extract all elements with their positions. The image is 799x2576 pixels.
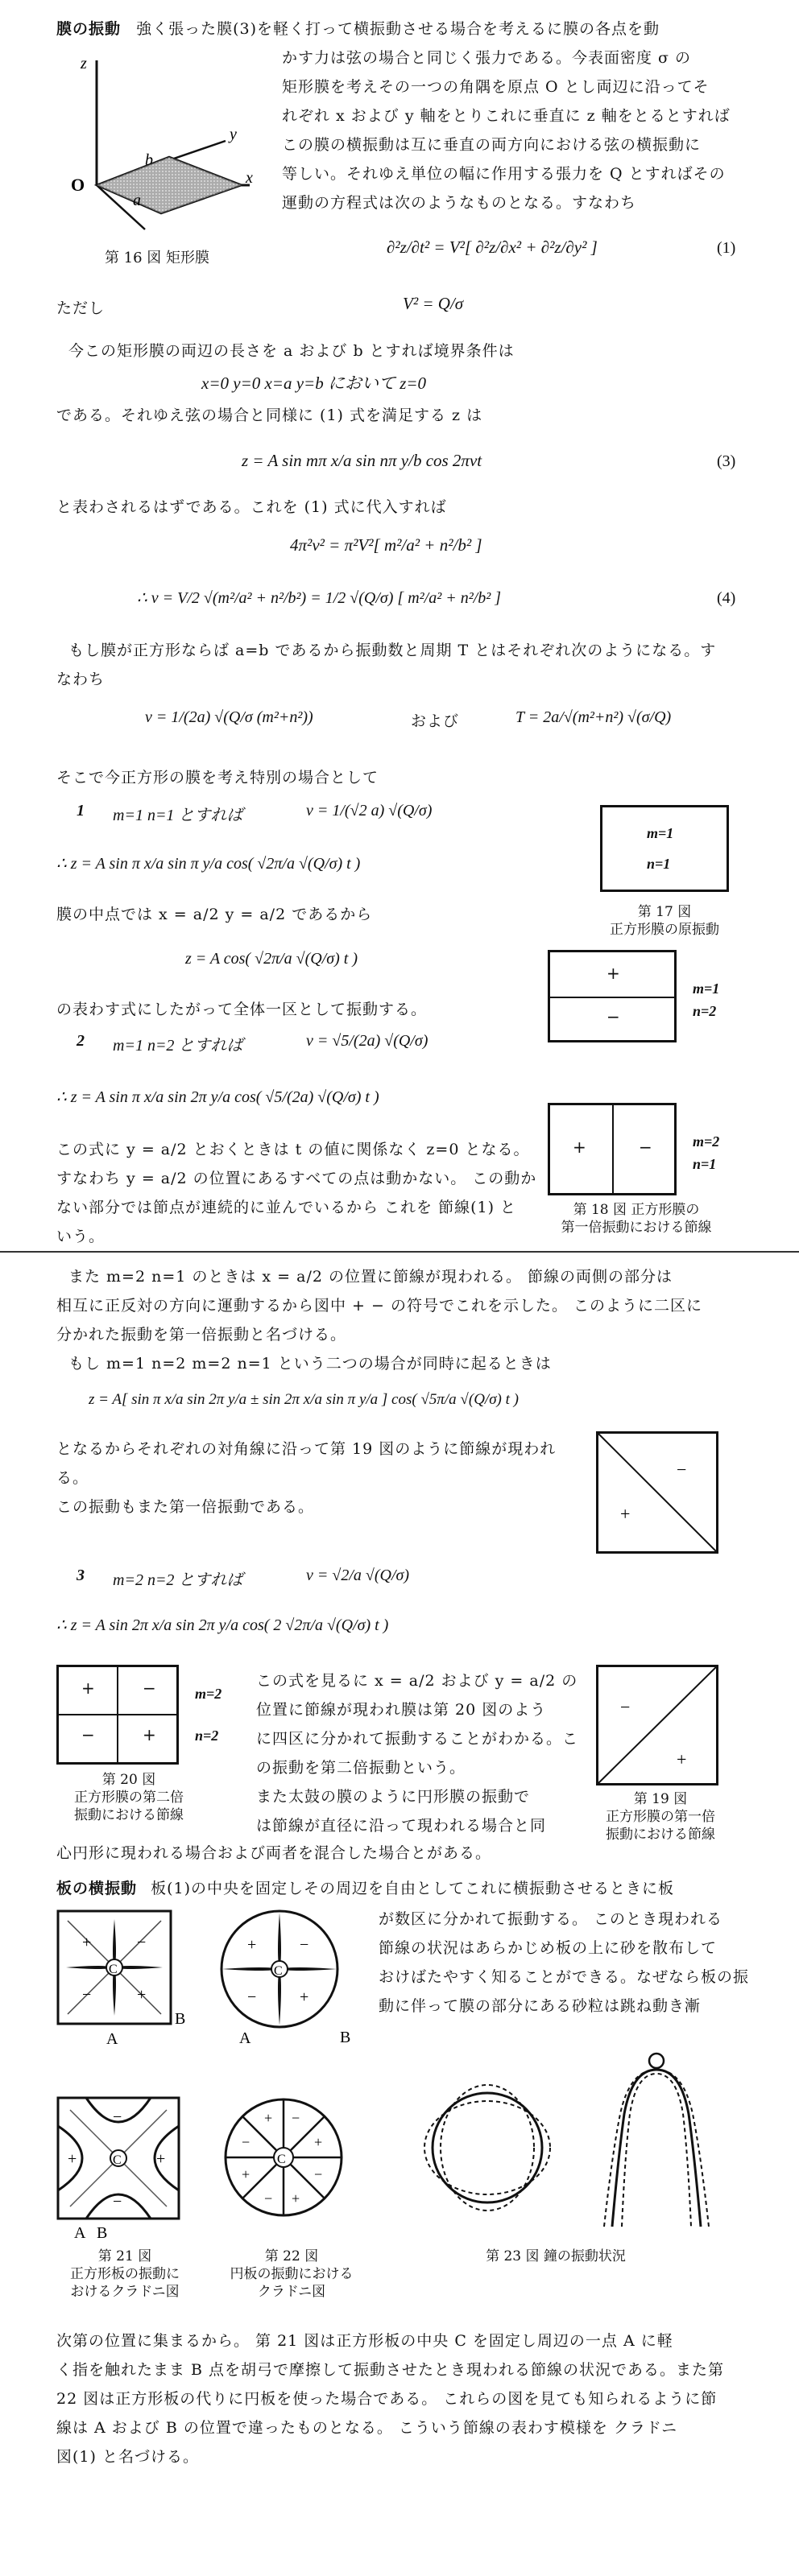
case-1-condition: m=1 n=1 とすれば xyxy=(113,807,243,824)
fig19-bottom-plus: + xyxy=(677,1749,687,1769)
fig22-bottom-sign-5: + xyxy=(292,2190,300,2207)
fig21-bottom-plus-right: + xyxy=(156,2150,166,2168)
equation-3: z = A sin mπ x/a sin nπ y/b cos 2πνt xyxy=(242,451,482,470)
fig18-bottom-n-label: n=1 xyxy=(693,1156,717,1172)
equation-combined: z = A[ sin π x/a sin 2π y/a ± sin 2π x/a sin π y/a ] cos( √5π/a √(Q/σ) t ) xyxy=(89,1391,519,1408)
fig16-z-label: z xyxy=(81,55,87,72)
case-3-condition: m=2 n=2 とすれば xyxy=(113,1571,243,1589)
fig18-bottom-m-label: m=2 xyxy=(693,1133,720,1150)
fig22-top-plus-2: + xyxy=(300,1988,309,2006)
equation-4-number: (4) xyxy=(717,589,736,607)
case-1-whole-text: の表わす式にしたがって全体一区として振動する。 xyxy=(56,1001,428,1018)
fig20-vertical-node-line xyxy=(117,1667,118,1762)
fig17-m-label: m=1 xyxy=(647,825,674,841)
figure-17-square xyxy=(600,805,729,892)
fig19-bottom-minus: − xyxy=(620,1697,631,1717)
fig21-top-b-label: B xyxy=(175,2010,186,2028)
fig16-b-label: b xyxy=(145,151,153,169)
case-1-midpoint-text: 膜の中点では x = a/2 y = a/2 であるから xyxy=(56,906,373,923)
figure-18-caption: 第 18 図 正方形膜の 第一倍振動における節線 xyxy=(561,1202,712,1236)
fig22-bottom-sign-2: − xyxy=(292,2110,300,2126)
case-1-number: 1 xyxy=(77,802,85,819)
fig22-bottom-sign-1: + xyxy=(264,2110,273,2126)
fig18-bottom-node-line xyxy=(612,1105,614,1193)
figure-23-caption: 第 23 図 鐘の振動状況 xyxy=(486,2248,626,2264)
fig19-top-minus: − xyxy=(677,1459,687,1480)
boundary-text: 今この矩形膜の両辺の長さを a および b とすれば境界条件は xyxy=(68,342,515,360)
fig16-y-label: y xyxy=(230,126,237,143)
figure-20-square xyxy=(56,1665,179,1765)
fig18-top-node-line xyxy=(550,997,674,998)
equation-substituted: 4π²ν² = π²V²[ m²/a² + n²/b² ] xyxy=(290,535,482,555)
fig22-bottom-c-label: C xyxy=(277,2153,286,2166)
fig22-top-a-label: A xyxy=(239,2029,251,2047)
figure-18-bottom-square xyxy=(548,1103,677,1195)
fig20-top-right-sign: − xyxy=(143,1678,156,1698)
figure-21-caption: 第 21 図 正方形板の振動に おけるクラドニ図 xyxy=(70,2248,180,2300)
fig22-top-minus-2: − xyxy=(247,1988,257,2006)
figure-22-top-disc xyxy=(211,1901,364,2050)
figure-22-bottom-disc xyxy=(211,2087,364,2240)
equation-3-number: (3) xyxy=(717,452,736,470)
case-2-frequency: ν = √5/(2a) √(Q/σ) xyxy=(306,1032,428,1050)
fig20-bottom-right-sign: + xyxy=(143,1725,156,1744)
case-2-displacement: ∴ z = A sin π x/a sin 2π y/a cos( √5/(2a) √(Q/σ) t ) xyxy=(56,1088,379,1106)
figure-16-caption: 第 16 図 矩形膜 xyxy=(104,250,210,266)
figure-22-caption: 第 22 図 円板の振動における クラドニ図 xyxy=(230,2248,354,2300)
fig18-top-m-label: m=1 xyxy=(693,980,720,997)
fig21-top-a-label: A xyxy=(106,2030,118,2048)
fig16-origin-label: O xyxy=(71,175,85,195)
equation-4: ∴ ν = V/2 √(m²/a² + n²/b²) = 1/2 √(Q/σ) [ m²/a² + n²/b² ] xyxy=(137,589,502,607)
figure-19-bottom-square xyxy=(596,1665,718,1785)
figure-21-bottom-plate xyxy=(50,2090,195,2243)
section-heading-membrane: 膜の振動 xyxy=(56,20,122,38)
fig18-top-plus: + xyxy=(606,964,620,983)
fig20-n-label: n=2 xyxy=(195,1728,219,1744)
case-3-number: 3 xyxy=(77,1567,85,1584)
intro-paragraph-1: 膜の振動 強く張った膜(3)を軽く打って横振動させる場合を考えるに膜の各点を動 xyxy=(56,20,660,38)
fig18-top-minus: − xyxy=(606,1007,620,1026)
figure-23-bell-side-view xyxy=(588,2050,725,2235)
fig17-n-label: n=1 xyxy=(647,856,671,872)
figure-16-diagram xyxy=(64,44,274,246)
equation-5b: T = 2a/√(m²+n²) √(σ/Q) xyxy=(515,708,672,726)
fig18-top-n-label: n=2 xyxy=(693,1003,717,1019)
fig16-x-label: x xyxy=(246,169,253,187)
fig18-bottom-plus: + xyxy=(573,1137,586,1157)
fig21-top-c-label: C xyxy=(109,1963,118,1976)
case-3-paragraph: この式を見るに x = a/2 および y = a/2 の 位置に節線が現われ膜は第 20 図のよう に四区に分かれて振動することがわかる。こ の振動を第二倍振動という。 また太鼓の膜のように円形膜の振動で は節線が直径に沿って現われる場合と同 xyxy=(256,1672,579,1835)
case-2-number: 2 xyxy=(77,1032,85,1050)
equation-2: V² = Q/σ xyxy=(403,294,464,313)
case-2-condition: m=1 n=2 とすれば xyxy=(113,1037,243,1055)
fig16-a-label: a xyxy=(133,192,141,209)
figure-20-caption: 第 20 図 正方形膜の第二倍 振動における節線 xyxy=(74,1772,184,1823)
fig21-top-minus-1: − xyxy=(137,1934,147,1951)
fig21-bottom-minus-bottom: − xyxy=(113,2193,122,2211)
case-1-midpoint-equation: z = A cos( √2π/a √(Q/σ) t ) xyxy=(185,950,358,968)
fig18-bottom-minus: − xyxy=(639,1137,652,1157)
section-3-first-line: 板の横振動 板(1)の中央を固定しその周辺を自由としてこれに横振動させるときに板 xyxy=(56,1880,674,1897)
fig21-bottom-minus-top: − xyxy=(113,2108,122,2126)
figure-23-bell-top-view xyxy=(419,2067,556,2228)
section-2-diagonal-text: となるからそれぞれの対角線に沿って第 19 図のように節線が現われる。 この振動もまた第一倍振動である。 xyxy=(56,1440,557,1516)
fig22-top-b-label: B xyxy=(340,2029,351,2046)
fig21-bottom-c-label: C xyxy=(113,2153,122,2167)
figure-21-top-plate xyxy=(50,1903,195,2048)
case-3-displacement: ∴ z = A sin 2π x/a sin 2π y/a cos( 2 √2π/a √(Q/σ) t ) xyxy=(56,1616,389,1634)
fig21-top-plus-2: + xyxy=(137,1986,147,2004)
fig22-top-plus-1: + xyxy=(247,1936,257,1954)
fig19-top-plus: + xyxy=(620,1504,631,1524)
fig22-bottom-sign-7: + xyxy=(242,2166,250,2182)
fig20-m-label: m=2 xyxy=(195,1686,222,1702)
fig20-top-left-sign: + xyxy=(81,1678,95,1698)
figure-18-top-square xyxy=(548,950,677,1042)
fig21-bottom-a-label: A xyxy=(74,2224,86,2242)
fig21-top-minus-2: − xyxy=(82,1986,92,2004)
fig21-top-plus-1: + xyxy=(82,1934,92,1951)
tadashi-label: ただし xyxy=(56,299,106,317)
figure-17-caption: 第 17 図 正方形膜の原振動 xyxy=(610,904,719,938)
case-1-frequency: ν = 1/(√2 a) √(Q/σ) xyxy=(306,802,433,819)
fig22-top-c-label: C xyxy=(274,1964,283,1978)
equation-1: ∂²z/∂t² = V²[ ∂²z/∂x² + ∂²z/∂y² ] xyxy=(387,237,598,257)
equation-5a: ν = 1/(2a) √(Q/σ (m²+n²)) xyxy=(145,708,313,726)
case-3-frequency: ν = √2/a √(Q/σ) xyxy=(306,1567,410,1584)
special-case-text: そこで今正方形の膜を考え特別の場合として xyxy=(56,769,379,786)
and-label: および xyxy=(411,712,460,730)
section-heading-plate: 板の横振動 xyxy=(56,1880,138,1897)
figure-19-caption: 第 19 図 正方形膜の第一倍 振動における節線 xyxy=(606,1791,715,1843)
square-text: もし膜が正方形ならば a=b であるから振動数と周期 T とはそれぞれ次のようになる。す なわち xyxy=(56,642,717,688)
boundary-text-2: である。それゆえ弦の場合と同様に (1) 式を満足する z は xyxy=(56,407,483,424)
fig22-bottom-sign-6: − xyxy=(264,2190,273,2207)
fig20-bottom-left-sign: − xyxy=(81,1725,95,1744)
fig22-bottom-sign-3: + xyxy=(314,2134,323,2150)
intro-paragraph-2: かす力は弦の場合と同じく張力である。今表面密度 σ の 矩形膜を考えその一つの角隅を原点 O とし両辺に沿ってそ れぞれ x および y 軸をとりこれに垂直に z 軸をとるとすれば この膜の横振動は互に垂直の両方向における弦の横振動に 等しい。それゆえ単位の幅に作用する張力を Q とすればその 運動の方程式は次のようなものとなる。すなわち xyxy=(282,49,731,212)
page-divider xyxy=(0,1251,799,1253)
figure-19-top-square xyxy=(596,1431,718,1554)
fig22-top-minus-1: − xyxy=(300,1936,309,1954)
case-3-last-line: 心円形に現われる場合および両者を混合した場合とがある。 xyxy=(56,1844,492,1862)
case-1-displacement: ∴ z = A sin π x/a sin π y/a cos( √2π/a √(Q/σ) t ) xyxy=(56,855,361,873)
fig21-bottom-plus-left: + xyxy=(68,2150,77,2168)
case-2-paragraph: この式に y = a/2 とおくときは t の値に関係なく z=0 となる。 すなわち y = a/2 の位置にあるすべての点は動かない。 この動か ない部分では節点が連続的に並んでいるから これを 節線(1) と いう。 xyxy=(56,1141,537,1245)
fig21-bottom-b-label: B xyxy=(97,2224,108,2242)
closing-paragraph: 次第の位置に集まるから。 第 21 図は正方形板の中央 C を固定し周辺の一点 A に軽 く指を触れたまま B 点を胡弓で摩擦して振動させたとき現われる節線の状況である。また第 22 図は正方形板の代りに円板を使った場合である。 これらの図を見ても知られるように節 線は A および B の位置で違ったものとなる。 こういう節線の表わす模様を クラドニ 図(1) と名づける。 xyxy=(56,2332,725,2466)
boundary-conditions: x=0 y=0 x=a y=b において z=0 xyxy=(201,374,427,393)
fig22-bottom-sign-4: − xyxy=(314,2166,323,2182)
fig22-bottom-sign-8: − xyxy=(242,2134,250,2150)
section-3-paragraph: が数区に分かれて振動する。 このとき現われる 節線の状況はあらかじめ板の上に砂を散布して おけばたやすく知ることができる。なぜなら板の振 動に伴って膜の部分にある砂粒は跳ね動き漸 xyxy=(379,1910,750,2015)
substitution-text: と表わされるはずである。これを (1) 式に代入すれば xyxy=(56,498,447,516)
section-2-paragraph: また m=2 n=1 のときは x = a/2 の位置に節線が現われる。 節線の両側の部分は 相互に正反対の方向に運動するから図中 + − の符号でこれを示した。 このように二区に 分かれた振動を第一倍振動と名づける。 もし m=1 n=2 m=2 n=1 という二つの場合が同時に起るときは xyxy=(56,1268,703,1373)
equation-1-number: (1) xyxy=(717,239,736,257)
